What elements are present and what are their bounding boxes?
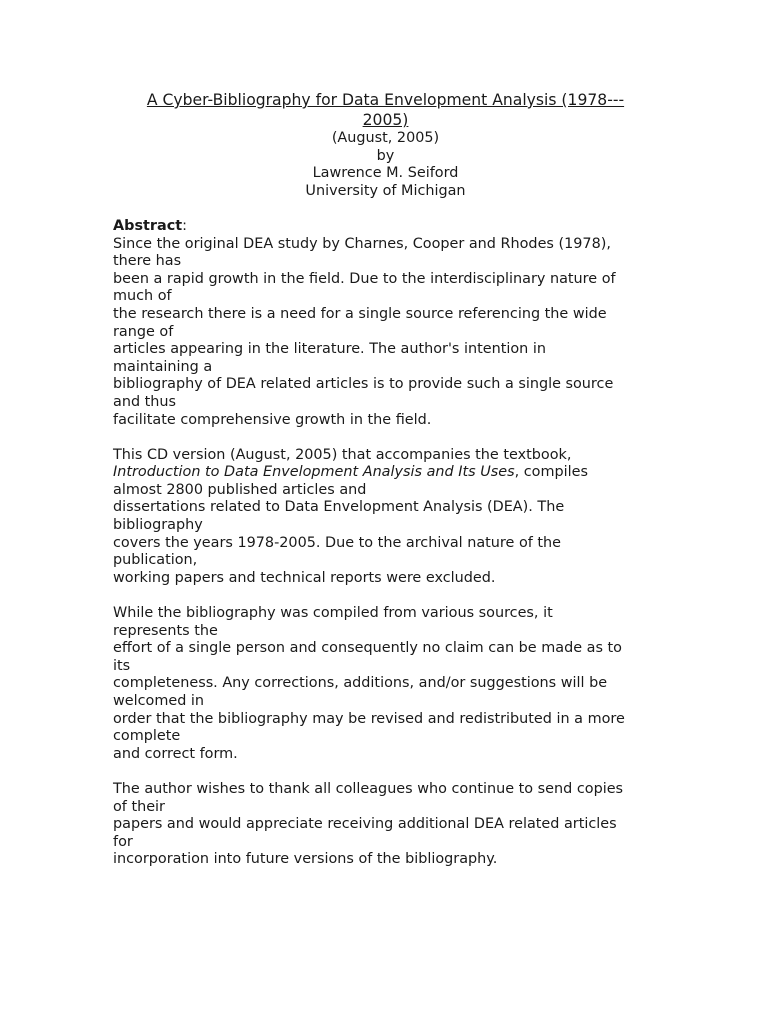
- title-block: [113, 90, 658, 200]
- text-line: working papers and technical reports were excluded.: [113, 569, 496, 586]
- text-line: complete: [113, 728, 181, 745]
- text-line: The author wishes to thank all colleagues who continue to send copies: [113, 780, 624, 797]
- text-line: articles appearing in the literature. The author's intention in: [113, 341, 546, 358]
- text-line: of their: [113, 798, 165, 815]
- text-line: dissertations related to Data Envelopment Analysis (DEA). The: [113, 499, 565, 516]
- paragraph-2: [113, 447, 658, 588]
- document-date: (August, 2005): [331, 130, 440, 146]
- text-line: welcomed in: [113, 693, 205, 709]
- paragraph-3: [113, 605, 658, 763]
- text-line: publication,: [113, 552, 198, 569]
- text-line: [113, 464, 658, 482]
- text-line: and correct form.: [113, 745, 238, 762]
- spacer: [113, 200, 658, 218]
- text-line: there has: [113, 253, 182, 270]
- author-name: Lawrence M. Seiford: [312, 165, 459, 182]
- text-line: bibliography: [113, 517, 203, 534]
- text-line: much of: [113, 288, 172, 305]
- abstract-heading: Abstract: [113, 217, 183, 234]
- paragraph-4: [113, 781, 658, 869]
- text-line: While the bibliography was compiled from various sources, it: [113, 605, 553, 622]
- text-line: order that the bibliography may be revised and redistributed in a more: [113, 710, 625, 727]
- document-title: [113, 90, 658, 130]
- text-line: and thus: [113, 393, 177, 410]
- text-fragment: , compiles: [514, 464, 588, 481]
- text-line: incorporation into future versions of the bibliography.: [113, 851, 498, 868]
- text-line: represents the: [113, 622, 218, 639]
- document-page: [113, 90, 658, 869]
- author-affiliation: University of Michigan: [305, 182, 466, 199]
- text-line: almost 2800 published articles and: [113, 481, 367, 498]
- text-line: maintaining a: [113, 358, 213, 375]
- text-line: Since the original DEA study by Charnes, Cooper and Rhodes (1978),: [113, 235, 611, 252]
- text-line: facilitate comprehensive growth in the field.: [113, 411, 432, 428]
- abstract-label: [113, 218, 658, 236]
- by-line: by: [376, 147, 395, 164]
- book-title: Introduction to Data Envelopment Analysis and Its Uses: [113, 464, 515, 481]
- abstract-colon: :: [182, 217, 187, 234]
- text-line: been a rapid growth in the field. Due to the interdisciplinary nature of: [113, 270, 616, 287]
- text-line: the research there is a need for a single source referencing the wide: [113, 305, 607, 322]
- text-line: completeness. Any corrections, additions, and/or suggestions will be: [113, 675, 608, 692]
- spacer: [113, 587, 658, 605]
- title-line: A Cyber-Bibliography for Data Envelopment Analysis (1978---: [146, 91, 625, 109]
- spacer: [113, 763, 658, 781]
- text-line: effort of a single person and consequently no claim can be made as to: [113, 640, 622, 657]
- paragraph-1: [113, 236, 658, 430]
- text-line: for: [113, 833, 133, 850]
- text-line: its: [113, 657, 131, 674]
- text-line: range of: [113, 323, 174, 340]
- text-line: bibliography of DEA related articles is to provide such a single source: [113, 376, 614, 393]
- text-line: This CD version (August, 2005) that accompanies the textbook,: [113, 446, 572, 463]
- title-line: 2005): [362, 111, 409, 129]
- spacer: [113, 429, 658, 447]
- text-line: covers the years 1978-2005. Due to the archival nature of the: [113, 534, 562, 551]
- text-line: papers and would appreciate receiving additional DEA related articles: [113, 816, 617, 833]
